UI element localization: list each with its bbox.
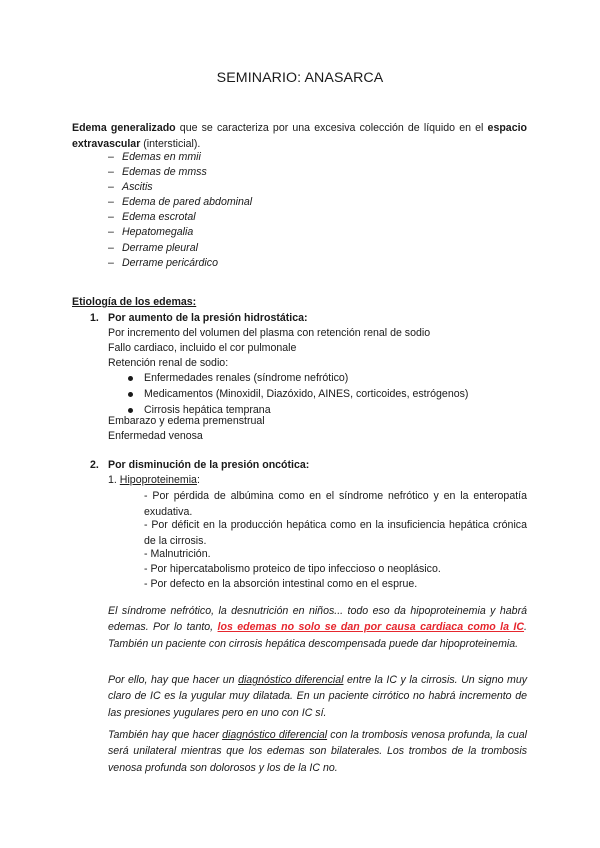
intro-text-2: (intersticial).	[140, 138, 201, 150]
section-1-line: Embarazo y edema premenstrual	[108, 415, 265, 427]
intro-paragraph	[72, 120, 527, 152]
list-item: Cirrosis hepática temprana	[126, 402, 468, 418]
section-1-line: Enfermedad venosa	[108, 430, 203, 442]
intro-term-2: espacio extravascular	[72, 122, 527, 150]
list-item: – Derrame pleural	[108, 241, 252, 256]
etiologia-heading: Etiología de los edemas:	[72, 296, 197, 308]
dash-marker: –	[108, 166, 114, 179]
paragraph-nephrotic: El síndrome nefrótico, la desnutrición en niños... todo eso da hipoproteinemia y habrá edemas. Por lo tanto, los edemas no solo se dan por causa cardiaca como la IC. También un paciente con cirrosis hepática descompensada puede dar hipoproteinemia.	[108, 605, 527, 650]
intro-term: Edema generalizado	[72, 122, 176, 134]
page-title: SEMINARIO: ANASARCA	[216, 70, 384, 86]
cause-item: - Malnutrición.	[144, 548, 211, 560]
list-item: Medicamentos (Minoxidil, Diazóxido, AINES, corticoides, estrógenos)	[126, 386, 468, 402]
dash-marker: –	[108, 196, 114, 209]
section-1-line: Retención renal de sodio:	[108, 357, 229, 369]
cause-item: - Por defecto en la absorción intestinal como en el esprue.	[144, 578, 418, 590]
section-1-line: Por incremento del volumen del plasma con retención renal de sodio	[108, 327, 431, 339]
highlight-red-text: los edemas no solo se dan por causa cardiaca como la IC	[217, 621, 525, 634]
paragraph-differential-tvp: También hay que hacer diagnóstico diferencial con la trombosis venosa profunda, la cual será unilateral mientras que los edemas son bilaterales. Los trombos de la trombosis venosa profunda son dolorosos y los de la IC no.	[108, 729, 527, 774]
cause-item: - Por déficit en la producción hepática como en la insuficiencia hepática crónica de la cirrosis.	[144, 519, 527, 547]
dash-marker: –	[108, 226, 114, 239]
list-item: – Ascitis	[108, 180, 252, 195]
paragraph-differential-ic: Por ello, hay que hacer un diagnóstico diferencial entre la IC y la cirrosis. Un signo muy claro de IC es la yugular muy dilatada. En un paciente cirrótico no habrá incremento de las presiones yugulares pero en uno con IC sí.	[108, 674, 528, 719]
list-item: – Hepatomegalia	[108, 225, 252, 240]
list-item: Enfermedades renales (síndrome nefrótico)	[126, 370, 468, 386]
bullet-icon	[128, 392, 133, 397]
dash-marker: –	[108, 241, 114, 254]
list-item: – Edemas en mmii	[108, 150, 252, 165]
underlined-term: diagnóstico diferencial	[238, 674, 344, 686]
dash-marker: –	[108, 151, 114, 163]
section-2-heading: 2. Por disminución de la presión oncótica:	[90, 459, 310, 471]
cause-item: - Por pérdida de albúmina como en el síndrome nefrótico y en la enteropatía exudativa.	[144, 490, 527, 518]
cause-item: - Por hipercatabolismo proteico de tipo infeccioso o neoplásico.	[144, 563, 441, 575]
underlined-term: diagnóstico diferencial	[222, 729, 328, 741]
list-item: – Edema de pared abdominal	[108, 195, 252, 210]
section-2-number: 2.	[90, 459, 99, 471]
dash-marker: –	[108, 256, 114, 269]
bullet-icon	[128, 408, 133, 413]
dash-marker: –	[108, 211, 114, 224]
section-1-heading: 1. Por aumento de la presión hidrostática:	[90, 312, 308, 324]
retention-bullet-list	[126, 370, 468, 418]
section-1-number: 1.	[90, 312, 99, 324]
symptom-list	[108, 150, 252, 271]
sub-heading-text: Hipoproteinemia	[119, 474, 197, 486]
list-item: – Derrame pericárdico	[108, 256, 252, 271]
list-item: – Edema escrotal	[108, 210, 252, 225]
sub-number: 1.	[108, 474, 117, 486]
bullet-icon	[128, 376, 133, 381]
section-1-line: Fallo cardiaco, incluido el cor pulmonale	[108, 342, 297, 354]
intro-text-1: que se caracteriza por una excesiva colección de líquido en el	[175, 122, 488, 134]
dash-marker: –	[108, 181, 114, 194]
list-item: – Edemas de mmss	[108, 165, 252, 180]
hipoproteinemia-subheading: 1. Hipoproteinemia:	[108, 474, 200, 486]
